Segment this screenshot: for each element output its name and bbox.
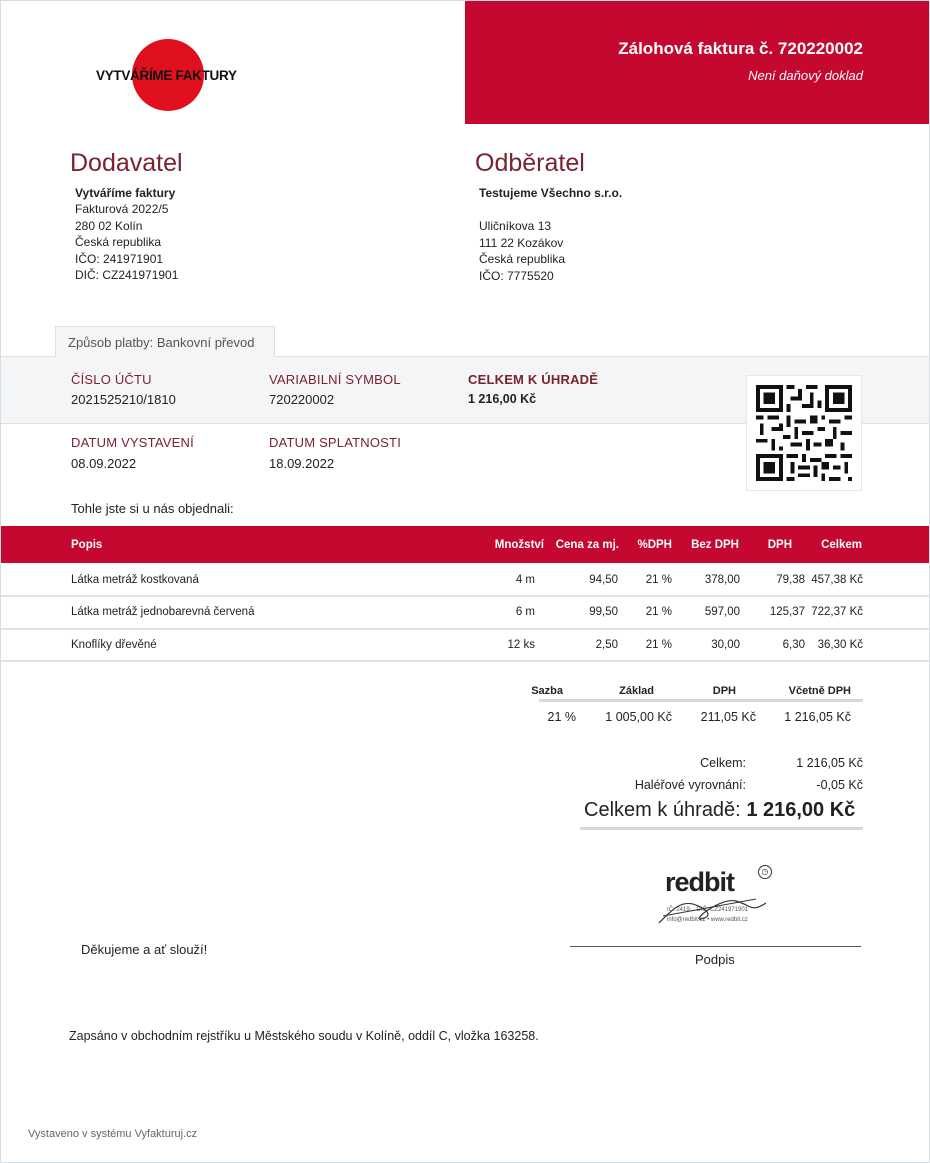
stamp-line-2: info@redbit.cz • www.redbit.cz: [667, 917, 748, 923]
item-1-unit-price: 94,50: [589, 574, 618, 586]
due-date-value: 18.09.2022: [269, 456, 335, 471]
footer-note: Vystaveno v systému Vyfakturuj.cz: [28, 1128, 198, 1140]
item-3-quantity: 12 ks: [507, 639, 535, 651]
item-3-total: 36,30 Kč: [817, 639, 863, 651]
item-3-vat: 6,30: [782, 639, 805, 651]
item-2-description: Látka metráž jednobarevná červená: [71, 606, 255, 618]
supplier-country: Česká republika: [75, 235, 162, 249]
item-1-vat-percent: 21 %: [645, 574, 672, 586]
vat-col-vat: DPH: [712, 685, 736, 697]
due-date-label: DATUM SPLATNOSTI: [269, 435, 402, 450]
handwritten-signature: [641, 861, 781, 931]
item-3-vat-percent: 21 %: [645, 639, 672, 651]
row-divider: [1, 628, 929, 630]
vat-amount-value: 211,05 Kč: [700, 710, 756, 724]
sum-label: Celkem:: [700, 756, 746, 770]
item-2-quantity: 6 m: [515, 606, 535, 618]
item-2-vat-percent: 21 %: [645, 606, 672, 618]
customer-address: [479, 218, 565, 284]
order-intro: Tohle jste si u nás objednali:: [71, 501, 234, 516]
clock-icon: ◷: [758, 865, 772, 879]
row-divider: [1, 595, 929, 597]
item-3-unit-price: 2,50: [595, 639, 618, 651]
item-3-net: 30,00: [711, 639, 740, 651]
rounding-value: -0,05 Kč: [816, 778, 863, 792]
account-label: ČÍSLO ÚČTU: [71, 372, 152, 387]
vat-rate-value: 21 %: [547, 710, 576, 724]
grand-total-value: 1 216,00 Kč: [746, 799, 856, 821]
logo-text: VYTVÁŘÍME FAKTURY: [96, 68, 237, 83]
signature-line: [570, 946, 861, 947]
vat-summary-divider: [539, 699, 863, 702]
item-2-net: 597,00: [704, 606, 740, 618]
col-description: Popis: [71, 539, 103, 551]
item-2-total: 722,37 Kč: [811, 606, 863, 618]
total-due-value: 1 216,00 Kč: [468, 392, 537, 406]
vat-col-base: Základ: [619, 685, 654, 697]
supplier-address: [75, 201, 178, 284]
col-vat: DPH: [767, 539, 792, 551]
qr-code: [746, 375, 862, 491]
col-quantity: Množství: [494, 539, 544, 551]
col-total: Celkem: [821, 539, 862, 551]
item-1-net: 378,00: [704, 574, 740, 586]
rounding-label: Haléřové vyrovnání:: [634, 778, 746, 792]
customer-country: Česká republika: [479, 252, 566, 266]
total-due-label: CELKEM K ÚHRADĚ: [468, 372, 599, 387]
variable-symbol-label: VARIABILNÍ SYMBOL: [269, 372, 401, 387]
company-stamp: [641, 861, 781, 931]
invoice-title: Zálohová faktura č. 720220002: [618, 39, 863, 58]
qr-code-icon: [756, 385, 852, 481]
grand-total-label: Celkem k úhradě:: [584, 799, 741, 821]
customer-name: Testujeme Všechno s.r.o.: [479, 186, 623, 200]
supplier-city: 280 02 Kolín: [75, 218, 143, 233]
stamp-line-1: IČ: 2419... DIČ: CZ241971901: [667, 907, 749, 913]
variable-symbol-value: 720220002: [269, 392, 335, 407]
account-value: 2021525210/1810: [71, 392, 176, 407]
stamp-brand: redbit: [665, 867, 735, 897]
customer-ico: IČO: 7775520: [479, 268, 554, 283]
customer-heading: Odběratel: [475, 149, 585, 177]
item-1-vat: 79,38: [776, 574, 805, 586]
col-net: Bez DPH: [691, 539, 739, 551]
thank-you-note: Děkujeme a ať slouží!: [81, 942, 208, 957]
item-1-total: 457,38 Kč: [811, 574, 863, 586]
customer-city: 111 22 Kozákov: [479, 235, 564, 250]
vat-incl-value: 1 216,05 Kč: [784, 710, 851, 724]
supplier-street: Fakturová 2022/5: [75, 202, 169, 216]
payment-method-tab[interactable]: Způsob platby: Bankovní převod: [55, 326, 275, 357]
invoice-subtitle: Není daňový doklad: [748, 68, 863, 83]
vat-col-incl: Včetně DPH: [788, 685, 851, 697]
customer-street: Uličníkova 13: [479, 219, 552, 233]
signature-label: Podpis: [695, 952, 735, 967]
supplier-dic: DIČ: CZ241971901: [75, 268, 179, 282]
item-2-vat: 125,37: [769, 606, 805, 618]
item-3-description: Knoflíky dřevěné: [71, 639, 157, 651]
sum-value: 1 216,05 Kč: [796, 756, 863, 770]
supplier-name: Vytváříme faktury: [75, 186, 176, 200]
item-1-description: Látka metráž kostkovaná: [71, 574, 199, 586]
supplier-ico: IČO: 241971901: [75, 251, 164, 266]
item-1-quantity: 4 m: [515, 574, 535, 586]
header-band: [465, 1, 930, 124]
supplier-heading: Dodavatel: [70, 149, 183, 177]
col-unit-price: Cena za mj.: [555, 539, 619, 551]
row-divider: [1, 660, 929, 662]
vat-col-rate: Sazba: [531, 685, 563, 697]
grand-total-divider: [580, 827, 863, 830]
item-2-unit-price: 99,50: [589, 606, 618, 618]
register-note: Zapsáno v obchodním rejstříku u Městského soudu v Kolíně, oddíl C, vložka 163258.: [69, 1029, 539, 1043]
col-vat-percent: %DPH: [637, 539, 672, 551]
grand-total: [584, 799, 855, 822]
issue-date-value: 08.09.2022: [71, 456, 137, 471]
issue-date-label: DATUM VYSTAVENÍ: [71, 435, 194, 450]
vat-base-value: 1 005,00 Kč: [605, 710, 672, 724]
